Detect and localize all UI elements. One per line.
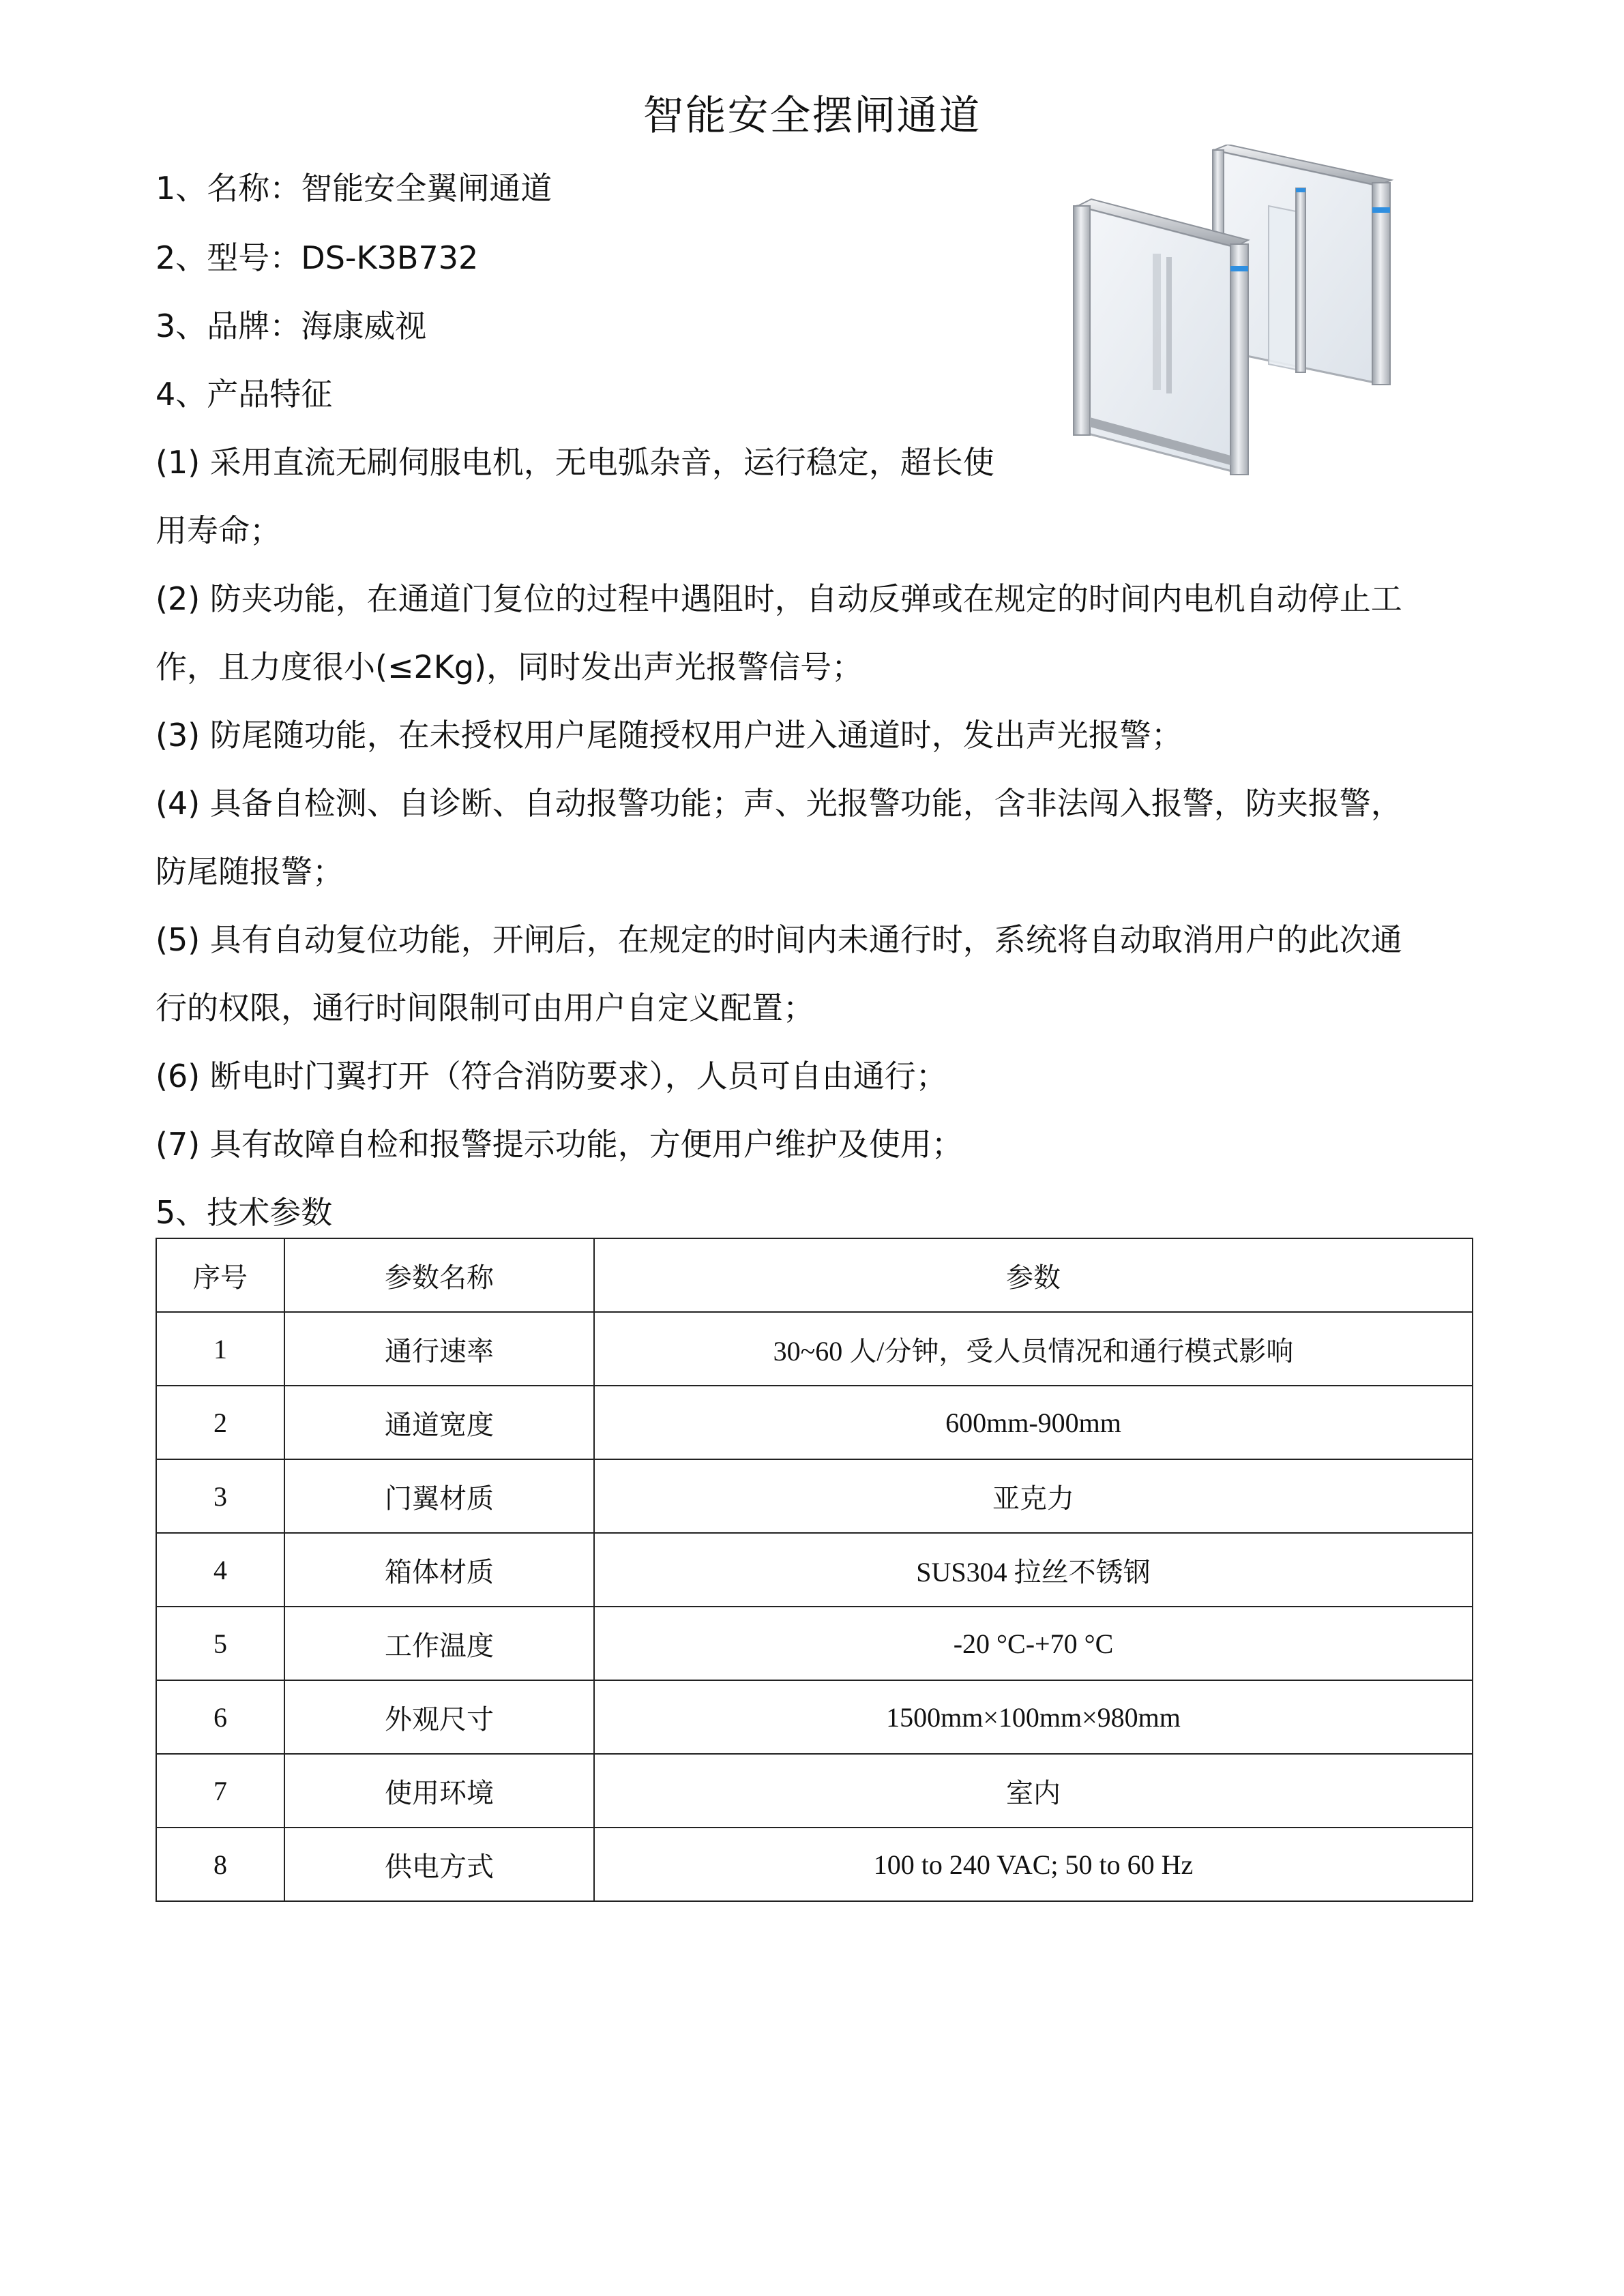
cell-no: 5 — [156, 1607, 284, 1680]
feature-line: (4) 具备自检测、自诊断、自动报警功能；声、光报警功能，含非法闯入报警，防夹报警， — [156, 785, 1402, 822]
parameter-table — [156, 1238, 1473, 1902]
cell-value: 1500mm×100mm×980mm — [594, 1680, 1473, 1754]
cell-value: 30~60 人/分钟，受人员情况和通行模式影响 — [594, 1312, 1473, 1386]
cell-name: 工作温度 — [284, 1607, 594, 1680]
feature-line: (6) 断电时门翼打开（符合消防要求），人员可自由通行； — [156, 1058, 947, 1094]
cell-value: -20 °C-+70 °C — [594, 1607, 1473, 1680]
front-cabinet — [1074, 199, 1248, 475]
table-row — [156, 1459, 1473, 1533]
glass-flaps — [1269, 188, 1305, 372]
cell-value: 600mm-900mm — [594, 1386, 1473, 1459]
features-heading: 4、产品特征 — [156, 376, 333, 413]
cell-value: 室内 — [594, 1754, 1473, 1828]
cell-name: 箱体材质 — [284, 1533, 594, 1607]
cell-no: 8 — [156, 1828, 284, 1901]
cell-name: 外观尺寸 — [284, 1680, 594, 1754]
table-row — [156, 1533, 1473, 1607]
cell-no: 3 — [156, 1459, 284, 1533]
cell-no: 4 — [156, 1533, 284, 1607]
feature-line: 作，且力度很小(≤2Kg)，同时发出声光报警信号； — [156, 648, 863, 685]
model-line: 2、型号：DS-K3B732 — [156, 239, 479, 276]
cell-name: 供电方式 — [284, 1828, 594, 1901]
feature-line: 行的权限，通行时间限制可由用户自定义配置； — [156, 989, 814, 1026]
table-row — [156, 1680, 1473, 1754]
cell-value: SUS304 拉丝不锈钢 — [594, 1533, 1473, 1607]
feature-line: (3) 防尾随功能，在未授权用户尾随授权用户进入通道时，发出声光报警； — [156, 717, 1183, 754]
page-title: 智能安全摆闸通道 — [643, 92, 981, 140]
swing-gate-image — [1064, 145, 1432, 486]
table-row — [156, 1386, 1473, 1459]
feature-line: 用寿命； — [156, 512, 281, 549]
col-header-name: 参数名称 — [284, 1238, 594, 1312]
cell-value: 亚克力 — [594, 1459, 1473, 1533]
cell-name: 使用环境 — [284, 1754, 594, 1828]
name-line: 1、名称：智能安全翼闸通道 — [156, 170, 552, 207]
col-header-no: 序号 — [156, 1238, 284, 1312]
cell-value: 100 to 240 VAC; 50 to 60 Hz — [594, 1828, 1473, 1901]
cell-no: 6 — [156, 1680, 284, 1754]
feature-line: (1) 采用直流无刷伺服电机，无电弧杂音，运行稳定，超长使 — [156, 444, 994, 481]
cell-name: 通道宽度 — [284, 1386, 594, 1459]
feature-line: (2) 防夹功能，在通道门复位的过程中遇阻时，自动反弹或在规定的时间内电机自动停止工 — [156, 580, 1402, 617]
table-row — [156, 1754, 1473, 1828]
table-row — [156, 1828, 1473, 1901]
cell-name: 门翼材质 — [284, 1459, 594, 1533]
cell-name: 通行速率 — [284, 1312, 594, 1386]
feature-line: 防尾随报警； — [156, 853, 344, 890]
cell-no: 1 — [156, 1312, 284, 1386]
cell-no: 2 — [156, 1386, 284, 1459]
feature-line: (7) 具有故障自检和报警提示功能，方便用户维护及使用； — [156, 1126, 963, 1163]
feature-line: (5) 具有自动复位功能，开闸后，在规定的时间内未通行时，系统将自动取消用户的此次通 — [156, 921, 1402, 958]
cell-no: 7 — [156, 1754, 284, 1828]
table-row — [156, 1607, 1473, 1680]
table-row — [156, 1312, 1473, 1386]
table-header-row — [156, 1238, 1473, 1312]
brand-line: 3、品牌：海康威视 — [156, 308, 427, 344]
col-header-value: 参数 — [594, 1238, 1473, 1312]
params-heading: 5、技术参数 — [156, 1194, 333, 1231]
